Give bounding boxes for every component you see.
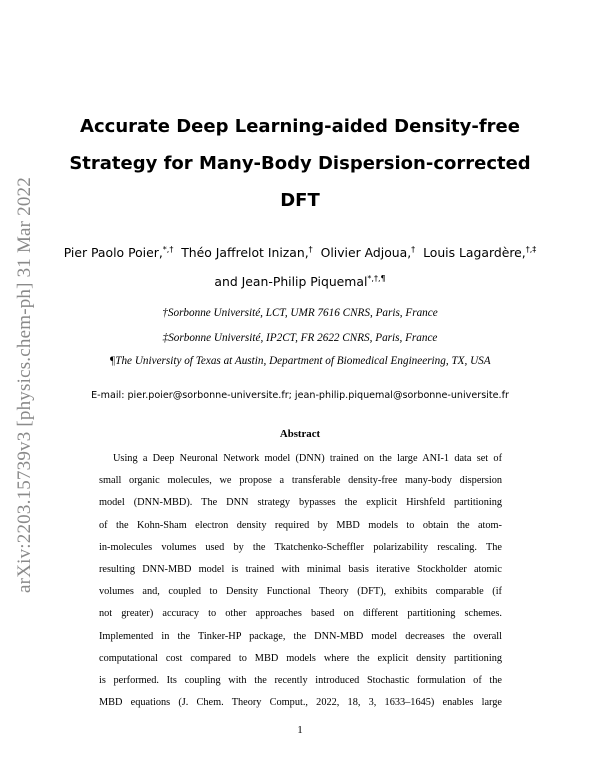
arxiv-stamp bbox=[10, 170, 40, 600]
abstract-line: Implemented in the Tinker-HP package, the DNN-MBD model decreases the overall bbox=[99, 630, 502, 642]
abstract-line: not greater) accuracy to other approaches based on different partitioning schemes. bbox=[99, 608, 502, 620]
affiliation: ‡Sorbonne Université, IP2CT, FR 2622 CNRS, Paris, France bbox=[162, 332, 438, 344]
author-name: Théo Jaffrelot Inizan, bbox=[181, 245, 309, 260]
author-name: Olivier Adjoua, bbox=[320, 245, 412, 260]
author-line-1 bbox=[50, 238, 550, 267]
abstract-line: volumes and, coupled to Density Functional Theory (DFT), exhibits comparable (if bbox=[99, 586, 502, 598]
affiliation: †Sorbonne Université, LCT, UMR 7616 CNRS, Paris, France bbox=[162, 307, 438, 319]
page-number: 1 bbox=[297, 724, 303, 736]
abstract-line: Using a Deep Neuronal Network model (DNN) trained on the large ANI-1 data set of bbox=[113, 453, 502, 464]
title-line: DFT bbox=[280, 190, 320, 211]
author-marks: † bbox=[308, 245, 313, 254]
author-line-2 bbox=[50, 267, 550, 296]
abstract-line: small organic molecules, we propose a transferable density-free many-body dispersion bbox=[99, 475, 502, 487]
abstract-line: model (DNN-MBD). The DNN strategy bypasses the explicit Hirshfeld partitioning bbox=[99, 497, 502, 509]
abstract-line: MBD equations (J. Chem. Theory Comput., 2022, 18, 3, 1633–1645) enables large bbox=[99, 697, 502, 709]
author-list bbox=[50, 238, 550, 296]
author-marks: †,‡ bbox=[525, 245, 537, 254]
author-name: Pier Paolo Poier, bbox=[63, 245, 163, 260]
author-name: Louis Lagardère, bbox=[423, 245, 526, 260]
abstract-body bbox=[99, 448, 502, 714]
abstract-line: resulting DNN-MBD model is trained with minimal basis iterative Stockholder atomic bbox=[99, 563, 502, 575]
abstract-line: is performed. Its coupling with the recently introduced Stochastic formulation of the bbox=[99, 674, 502, 686]
paper-title bbox=[60, 108, 540, 219]
title-line: Accurate Deep Learning-aided Density-free bbox=[80, 116, 520, 137]
arxiv-stamp-text: arXiv:2203.15739v3 [physics.chem-ph] 31 Mar 2022 bbox=[14, 177, 36, 593]
author-name: and Jean-Philip Piquemal bbox=[214, 274, 368, 289]
title-line: Strategy for Many-Body Dispersion-corrected bbox=[69, 153, 531, 174]
abstract-line: in-molecules volumes used by the Tkatchenko-Scheffler polarizability rescaling. The bbox=[99, 541, 502, 553]
abstract-line: of the Kohn-Sham electron density required by MBD models to obtain the atom- bbox=[99, 519, 502, 531]
email-line: E-mail: pier.poier@sorbonne-universite.fr; jean-philip.piquemal@sorbonne-universite.fr bbox=[91, 390, 509, 401]
abstract-line: computational cost compared to MBD models where the explicit density partitioning bbox=[99, 652, 502, 664]
affiliation: ¶The University of Texas at Austin, Department of Biomedical Engineering, TX, USA bbox=[109, 355, 491, 367]
author-marks: † bbox=[411, 245, 416, 254]
author-marks: *,†,¶ bbox=[367, 274, 386, 283]
abstract-heading: Abstract bbox=[279, 428, 321, 440]
author-marks: *,† bbox=[162, 245, 174, 254]
